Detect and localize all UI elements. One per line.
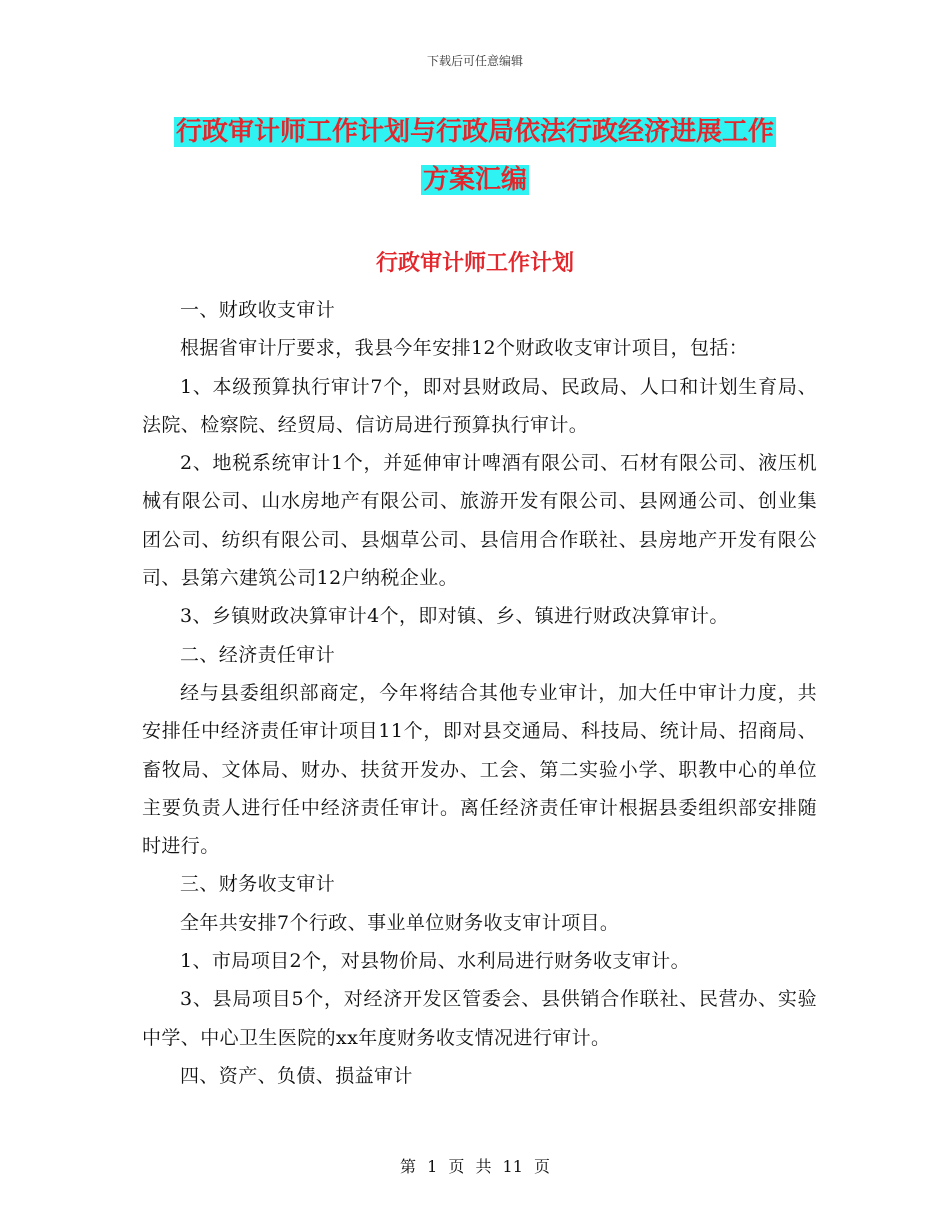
heading-financial-audit: 三、财务收支审计 <box>180 873 336 896</box>
main-title-line-2: 方案汇编 <box>422 165 527 195</box>
paragraph: 根据省审计厅要求，我县今年安排12个财政收支审计项目，包括： <box>180 337 749 360</box>
paragraph: 3、县局项目5个，对经济开发区管委会、县供销合作联社、民营办、实验中学、中心卫生医院的xx年度财务收支情况进行审计。 <box>142 988 817 1049</box>
paragraph: 1、本级预算执行审计7个，即对县财政局、民政局、人口和计划生育局、法院、检察院、经贸局、信访局进行预算执行审计。 <box>142 375 817 436</box>
header-note: 下载后可任意编辑 <box>426 54 523 68</box>
heading-fiscal-audit: 一、财政收支审计 <box>180 299 336 321</box>
paragraph: 1、市局项目2个，对县物价局、水利局进行财务收支审计。 <box>180 950 690 973</box>
paragraph: 3、乡镇财政决算审计4个，即对镇、乡、镇进行财政决算审计。 <box>180 605 729 628</box>
main-title <box>0 108 950 204</box>
paragraph: 2、地税系统审计1个，并延伸审计啤酒有限公司、石材有限公司、液压机械有限公司、山水房地产有限公司、旅游开发有限公司、县网通公司、创业集团公司、纺织有限公司、县烟草公司、县信用合作联社、县房地产开发有限公司、县第六建筑公司12户纳税企业。 <box>142 452 817 590</box>
page-number-footer: 第 1 页 共 11 页 <box>400 1157 550 1176</box>
heading-economic-responsibility-audit: 二、经济责任审计 <box>180 643 336 666</box>
heading-asset-audit: 四、资产、负债、损益审计 <box>180 1064 413 1087</box>
section-title: 行政审计师工作计划 <box>375 250 574 276</box>
paragraph: 全年共安排7个行政、事业单位财务收支审计项目。 <box>180 911 620 934</box>
paragraph: 经与县委组织部商定，今年将结合其他专业审计，加大任中审计力度，共安排任中经济责任审计项目11个，即对县交通局、科技局、统计局、招商局、畜牧局、文体局、财办、扶贫开发办、工会、第二实验小学、职教中心的单位主要负责人进行任中经济责任审计。离任经济责任审计根据县委组织部安排随时进行。 <box>142 681 817 858</box>
main-title-line-1: 行政审计师工作计划与行政局依法行政经济进展工作 <box>175 117 774 147</box>
body-text <box>142 291 817 1095</box>
